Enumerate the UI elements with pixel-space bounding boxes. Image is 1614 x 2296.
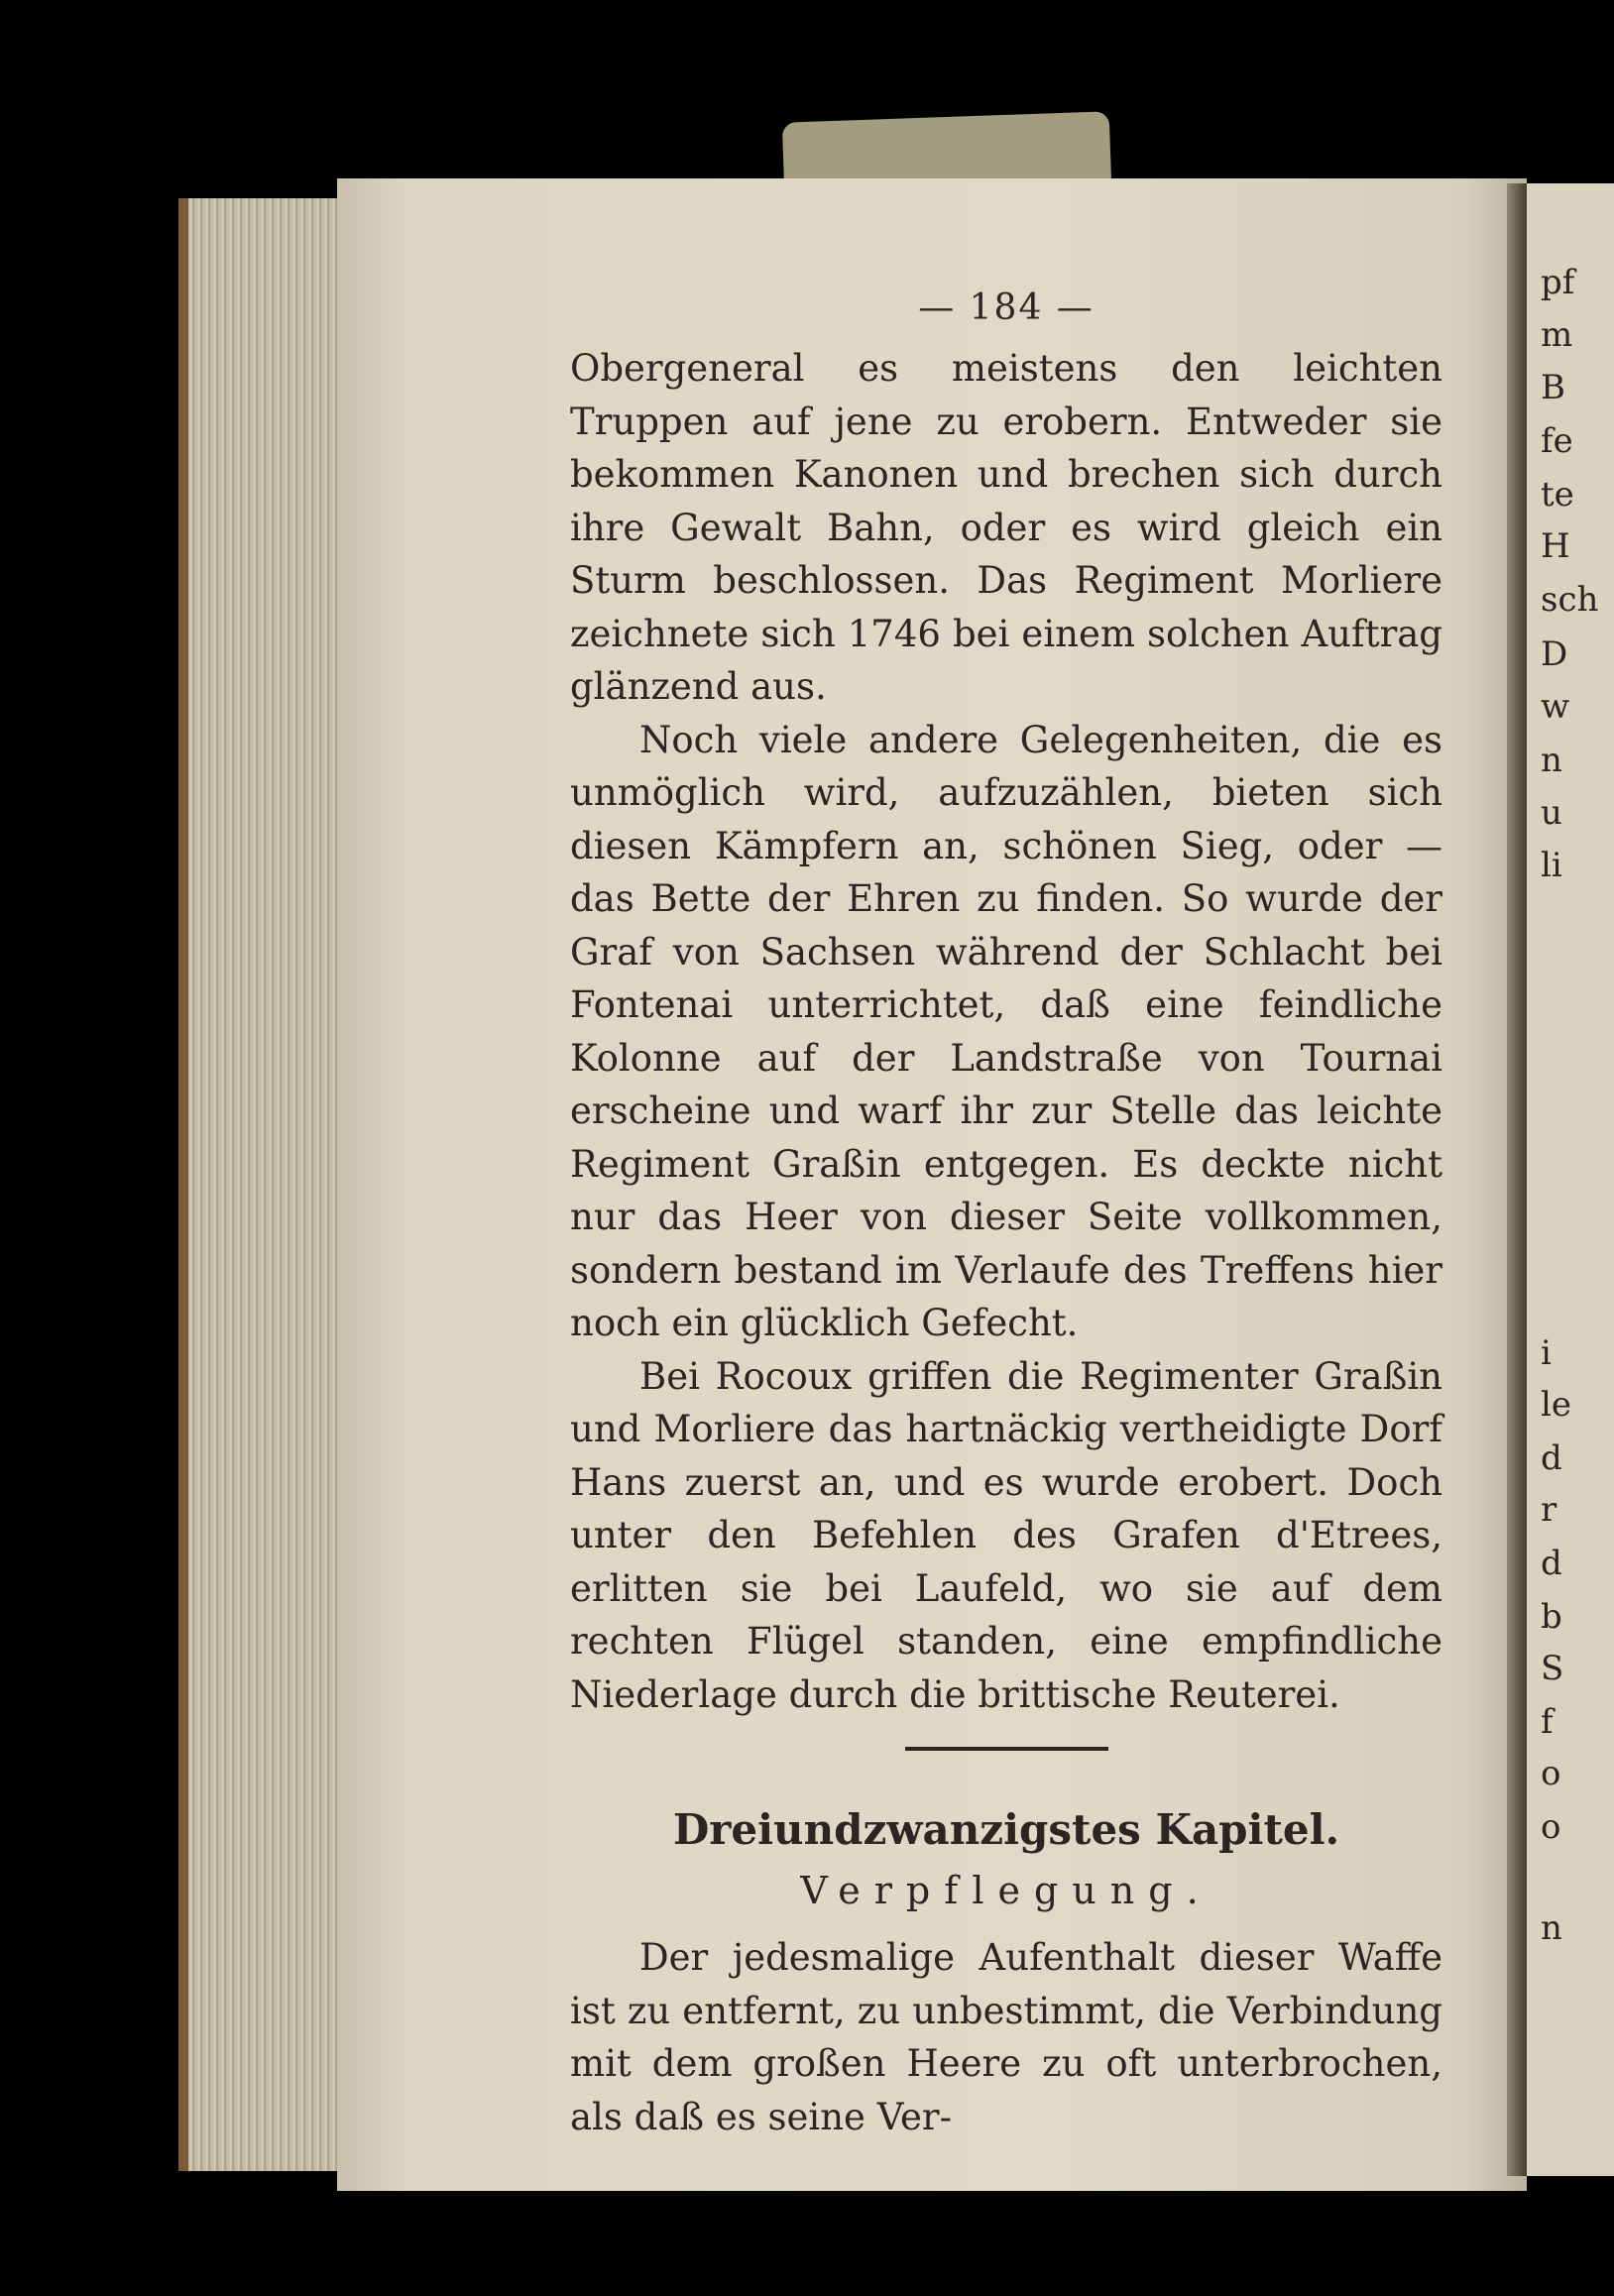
page-edges <box>178 198 347 2171</box>
right-page-text: w <box>1541 687 1570 727</box>
section-divider <box>905 1747 1108 1751</box>
right-page-text: B <box>1541 368 1565 407</box>
right-page-text: o <box>1541 1807 1561 1847</box>
paragraph: Bei Rocoux griffen die Regimenter Graßin und Morliere das hartnäckig vertheidigte Dorf Hans zuerst an, und es wurde erobert. Doch unter den Befehlen des Grafen d'Etrees, erlitten sie bei Laufeld, wo sie auf dem rechten Flügel standen, eine empfindliche Niederlage durch die brittische Reuterei. <box>570 1354 1442 1716</box>
page-content <box>570 287 1442 2143</box>
right-page-text: r <box>1541 1490 1557 1530</box>
right-page-text: S <box>1541 1649 1564 1688</box>
chapter-title: Dreiundzwanzigstes Kapitel. <box>672 1805 1340 1854</box>
right-page-text: te <box>1541 475 1574 515</box>
right-page-text: sch <box>1541 580 1599 620</box>
right-page-text: u <box>1541 793 1562 833</box>
right-page-text: n <box>1541 1908 1562 1948</box>
right-page-text: fe <box>1541 421 1573 461</box>
chapter-subtitle: Verpflegung. <box>800 1869 1212 1912</box>
paragraph: Noch viele andere Gelegenheiten, die es unmöglich wird, aufzuzählen, bieten sich diesen Kämpfern an, schönen Sieg, oder — das Bette der Ehren zu finden. So wurde der Graf von Sachsen während der Schlacht bei Fontenai unterrichtet, daß eine feindliche Kolonne auf der Landstraße von Tournai erscheine und warf ihr zur Stelle das leichte Regiment Graßin entgegen. Es deckte nicht nur das Heer von dieser Seite vollkommen, sondern bestand im Verlaufe des Treffens hier noch ein glücklich Gefecht. <box>570 718 1442 1344</box>
book-gutter <box>1507 183 1529 2176</box>
right-page-text: f <box>1541 1702 1554 1742</box>
right-page-text: D <box>1541 634 1568 674</box>
right-page-text: H <box>1541 526 1570 566</box>
right-page-text: n <box>1541 741 1562 780</box>
right-page-text: i <box>1541 1333 1552 1373</box>
right-page-text: d <box>1541 1544 1562 1583</box>
chapter-paragraph: Der jedesmalige Aufenthalt dieser Waffe ist zu entfernt, zu unbestimmt, die Verbindung mit dem großen Heere zu oft unterbrochen, als daß es seine Ver- <box>570 1936 1442 2138</box>
right-page-fragment <box>1527 183 1614 2176</box>
right-page-text: b <box>1541 1597 1562 1637</box>
right-page-text: pf <box>1541 263 1575 302</box>
right-page-text: m <box>1541 315 1573 355</box>
right-page-text: d <box>1541 1438 1562 1478</box>
right-page-text: o <box>1541 1754 1561 1793</box>
right-page-text: li <box>1541 846 1562 885</box>
page-number: — 184 — <box>918 287 1095 328</box>
right-page-text: le <box>1541 1385 1571 1425</box>
paragraph: Obergeneral es meistens den leichten Truppen auf jene zu erobern. Entweder sie bekommen Kanonen und brechen sich durch ihre Gewalt Bahn, oder es wird gleich ein Sturm beschlossen. Das Regiment Morliere zeichnete sich 1746 bei einem solchen Auftrag glänzend aus. <box>570 347 1442 708</box>
